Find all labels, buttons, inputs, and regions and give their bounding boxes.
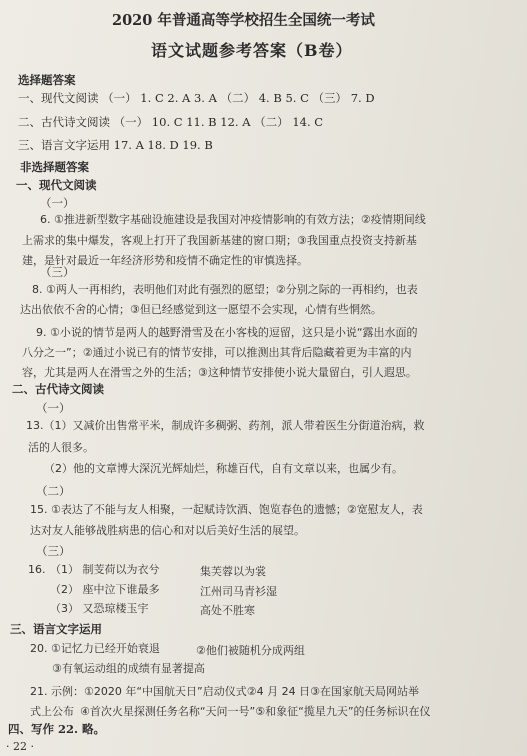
q9-line-1: 9. ①小说的情节是两人的越野滑雪及在小客栈的逗留，这只是小说“露出水面的 [36, 326, 418, 339]
q9-line-2: 八分之一”；②通过小说已有的情节安排，可以推测出其背后隐藏着更为丰富的内 [22, 346, 412, 359]
page-number: · 22 · [6, 740, 34, 753]
q20-answer-1: 20. ①记忆力已经开始衰退 [30, 642, 160, 655]
q16-answer-1b: 集芙蓉以为裳 [200, 565, 266, 578]
mc-heading: 选择题答案 [18, 73, 76, 87]
nmc-heading: 非选择题答案 [20, 160, 89, 174]
q20-answer-2: ②他们被随机分成两组 [196, 644, 305, 657]
subsection-1-3: （三） [40, 265, 75, 279]
q13-line-2: 活的人很多。 [28, 441, 94, 454]
q21-line-1: 21. 示例：①2020 年“中国航天日”启动仪式②4 月 24 日③在国家航天局网站举 [30, 685, 419, 698]
section-3-title: 三、语言文字运用 [10, 622, 102, 636]
q13-line-1: 13.（1）又减价出售常平米，制成许多稠粥、药剂，派人带着医生分街道治病，救 [26, 419, 425, 432]
q16-answer-3a: （3） 又恐琼楼玉宇 [50, 602, 149, 615]
q16-answer-2a: （2） 座中泣下谁最多 [50, 583, 160, 596]
q20-answer-3: ③有氧运动组的成绩有显著提高 [52, 662, 205, 675]
q6-line-2: 上需求的集中爆发，客观上打开了我国新基建的窗口期；③我国重点投资支持新基 [22, 234, 417, 247]
mc-row-1: 一、现代文阅读 （一） 1. C 2. A 3. A （二） 4. B 5. C （三） 7. D [18, 91, 375, 105]
q13-line-3: （2）他的文章博大深沉光辉灿烂，称雄百代，自有文章以来，也属少有。 [44, 462, 403, 475]
section-4-title: 四、写作 22. 略。 [8, 722, 106, 736]
q15-line-2: 达对友人能够战胜病患的信心和对以后美好生活的展望。 [30, 524, 305, 537]
subsection-2-1: （一） [36, 401, 71, 415]
q9-line-3: 容，尤其是两人在滑雪之外的生活；③这种情节安排使小说大量留白，引人遐思。 [22, 366, 417, 379]
q6-line-3: 建，是针对最近一年经济形势和疫情不确定性的审慎选择。 [22, 254, 308, 267]
exam-title: 2020 年普通高等学校招生全国统一考试 [112, 12, 375, 29]
q21-line-3: ④首次火星探测任务名称“天问一号”⑤和象征“揽星九天”的任务标识在仪 [80, 705, 431, 718]
q15-line-1: 15. ①表达了不能与友人相聚，一起赋诗饮酒、饱览春色的遗憾；②宽慰友人，表 [30, 503, 423, 516]
mc-row-3: 三、语言文字运用 17. A 18. D 19. B [18, 138, 213, 152]
subsection-2-2: （二） [36, 484, 71, 498]
mc-row-2: 二、古代诗文阅读 （一） 10. C 11. B 12. A （二） 14. C [18, 115, 324, 129]
q16-answer-1a: （1） 制芰荷以为衣兮 [50, 563, 160, 576]
q8-line-1: 8. ①两人一再相约，表明他们对此有强烈的愿望；②分别之际的一再相约，也表 [32, 283, 418, 296]
q21-line-2: 式上公布 [30, 705, 74, 718]
q16-number: 16. [28, 563, 46, 576]
q16-answer-2b: 江州司马青衫湿 [200, 585, 277, 598]
q8-line-2: 达出依依不舍的心情；③但已经感觉到这一愿望不会实现，心情有些惘然。 [20, 303, 382, 316]
subsection-1-1: （一） [40, 196, 75, 210]
exam-subtitle: 语文试题参考答案（B卷） [151, 41, 353, 60]
section-1-title: 一、现代文阅读 [16, 178, 97, 192]
q16-answer-3b: 高处不胜寒 [200, 604, 255, 617]
section-2-title: 二、古代诗文阅读 [12, 382, 104, 396]
q6-line-1: 6. ①推进新型数字基础设施建设是我国对冲疫情影响的有效方法；②疫情期间线 [40, 213, 426, 226]
subsection-2-3: （三） [36, 544, 71, 558]
